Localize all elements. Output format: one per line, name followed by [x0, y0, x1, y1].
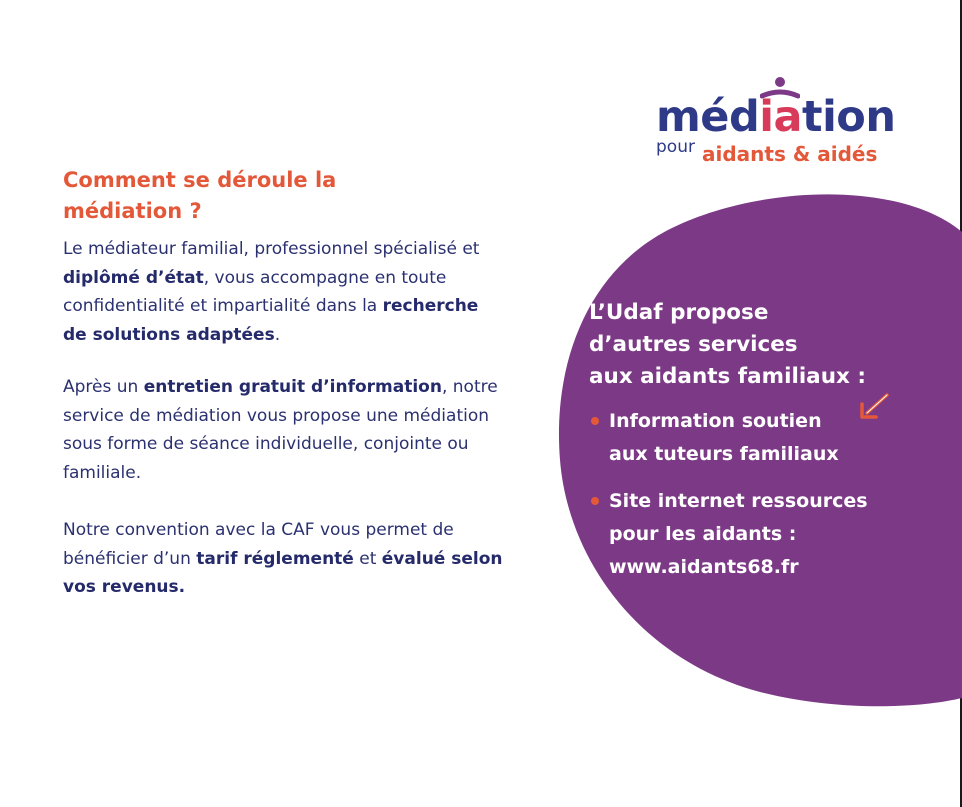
logo-pour: pour	[656, 137, 695, 157]
p2-text-1: Après un	[63, 377, 144, 397]
pointer-arrow-icon	[858, 392, 890, 420]
service-2-line-1: Site internet ressources	[609, 490, 868, 512]
panel-title	[589, 297, 929, 393]
heading-line-1: Comment se déroule la	[63, 168, 337, 192]
service-2-line-2: pour les aidants :	[609, 523, 797, 545]
bullet-icon	[591, 417, 599, 425]
paragraph-mediator	[63, 235, 503, 349]
section-heading	[63, 165, 423, 227]
paragraph-interview	[63, 373, 503, 487]
p1-bold-diploma: diplômé d’état	[63, 267, 204, 288]
panel-title-line-3: aux aidants familiaux :	[589, 364, 866, 389]
panel-title-line-1: L’Udaf propose	[589, 300, 769, 325]
p1-text-2: , vous accompagne en toute confidentialité et impartialité dans la	[63, 267, 447, 316]
heading-line-2: médiation ?	[63, 199, 202, 223]
paragraph-caf	[63, 516, 503, 602]
logo-brand: médiation	[656, 92, 896, 142]
panel-title-line-2: d’autres services	[589, 332, 798, 357]
p3-bold-tarif: tarif réglementé	[196, 548, 354, 569]
service-1-line-2: aux tuteurs familiaux	[609, 443, 839, 465]
mediation-logo	[648, 74, 908, 174]
bullet-icon	[591, 497, 599, 505]
p2-text-2: , notre service de médiation vous propose une médiation sous forme de séance individuelle, conjointe ou familiale.	[63, 377, 498, 483]
p3-text-2: et	[353, 548, 382, 569]
p1-text-3: .	[274, 324, 281, 345]
p1-text-1: Le médiateur familial, professionnel spécialisé et	[63, 239, 480, 259]
logo-brand-accent: ia	[759, 92, 803, 142]
p3-bold-revenus: évalué selon vos revenus.	[63, 548, 503, 597]
p1-bold-solutions: recherche de solutions adaptées	[63, 296, 479, 345]
logo-subtitle: aidants & aidés	[702, 142, 878, 166]
service-1-line-1: Information soutien	[609, 410, 822, 432]
website-link[interactable]: www.aidants68.fr	[609, 556, 799, 578]
service-item-website	[589, 485, 909, 584]
p3-text-1: Notre convention avec la CAF vous permet de bénéficier d’un	[63, 520, 454, 569]
p2-bold-interview: entretien gratuit d’information	[143, 377, 442, 397]
